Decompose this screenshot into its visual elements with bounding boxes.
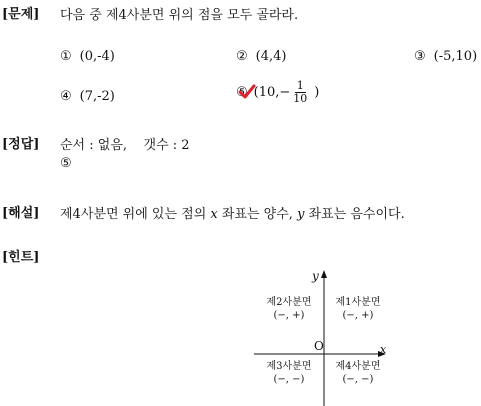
answer-text: 순서 : 없음, 갯수 : 2 (60, 138, 190, 153)
option-2-number: ② (236, 49, 248, 64)
option-3-text: (-5,10) (433, 49, 478, 64)
option-5-suffix: ) (314, 85, 320, 100)
explanation-part3: 좌표는 음수이다. (304, 207, 405, 222)
explanation-part2: 좌표는 양수, (217, 207, 298, 222)
y-axis-arrow (321, 270, 327, 278)
quadrant-4-name: 제4사분면 (335, 361, 381, 372)
option-2-text: (4,4) (255, 49, 287, 64)
x-axis-label: x (380, 343, 387, 356)
quadrant-2-sign: (−, +) (273, 310, 305, 321)
quadrant-3 (258, 360, 320, 386)
explanation-var-x: x (210, 207, 218, 222)
option-5-number: ⑤ (236, 85, 248, 100)
answer-choice: ⑤ (60, 156, 72, 171)
option-1[interactable] (60, 49, 115, 64)
explanation-tag: [해설] (2, 206, 40, 221)
option-1-text: (0,-4) (79, 49, 115, 64)
quadrant-1 (327, 296, 389, 322)
quadrant-3-name: 제3사분면 (266, 361, 312, 372)
quadrant-2 (258, 296, 320, 322)
option-5[interactable] (236, 80, 319, 105)
option-5-fraction (293, 80, 307, 105)
y-axis-label: y (312, 269, 319, 283)
answer-tag: [정답] (2, 137, 40, 152)
option-4-text: (7,-2) (79, 89, 115, 104)
explanation-var-y: y (297, 207, 305, 222)
option-4[interactable] (60, 89, 115, 104)
quadrant-4 (327, 360, 389, 386)
hint-tag: [힌트] (2, 250, 40, 265)
option-4-number: ④ (60, 89, 72, 104)
origin-label: O (314, 339, 324, 353)
quadrant-4-sign: (−, −) (342, 374, 374, 385)
option-5-numerator: 1 (296, 79, 304, 92)
option-5-number-wrap (236, 85, 248, 100)
quadrant-1-name: 제1사분면 (335, 297, 381, 308)
option-5-denominator: 10 (293, 92, 308, 105)
option-1-number: ① (60, 49, 72, 64)
option-3-number: ③ (414, 49, 426, 64)
quadrant-2-name: 제2사분면 (266, 297, 312, 308)
explanation-text (60, 203, 405, 222)
quadrant-1-sign: (−, +) (342, 310, 374, 321)
quadrant-3-sign: (−, −) (273, 374, 305, 385)
checkmark-icon (238, 84, 256, 100)
question-text: 다음 중 제4사분면 위의 점을 모두 골라라. (60, 8, 299, 23)
option-5-prefix: (10,− (253, 85, 291, 100)
explanation-part1: 제4사분면 위에 있는 점의 (60, 207, 211, 222)
option-2[interactable] (236, 49, 286, 64)
option-3[interactable] (414, 49, 477, 64)
question-tag: [문제] (2, 7, 40, 22)
